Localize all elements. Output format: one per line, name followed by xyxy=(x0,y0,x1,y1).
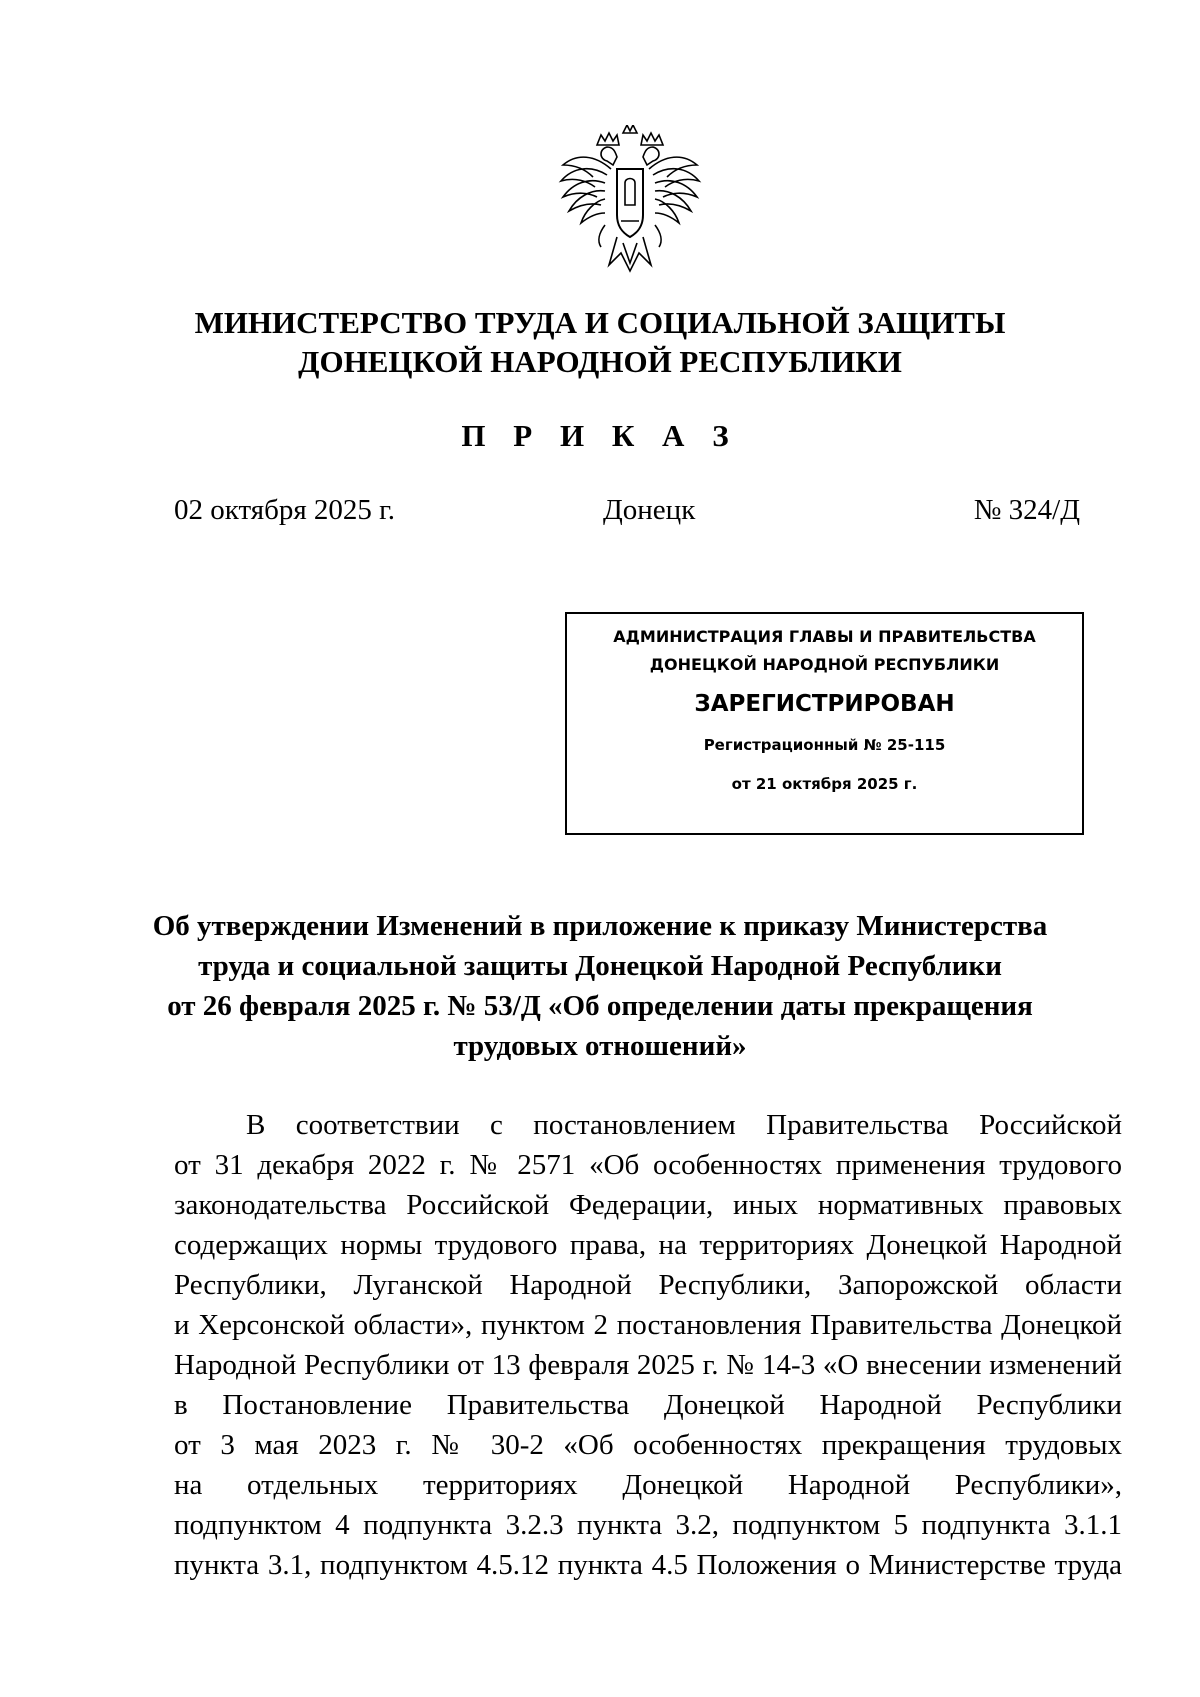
stamp-organization xyxy=(567,623,1082,679)
stamp-org-line1: АДМИНИСТРАЦИЯ ГЛАВЫ И ПРАВИТЕЛЬСТВА xyxy=(613,627,1036,646)
body-text-line: и Херсонской области», пунктом 2 постановления Правительства Донецкой xyxy=(174,1309,1122,1341)
stamp-registration-date: от 21 октября 2025 г. xyxy=(731,775,918,793)
body-text-line: в Постановление Правительства Донецкой Народной Республики xyxy=(174,1389,1122,1421)
stamp-org-line2: ДОНЕЦКОЙ НАРОДНОЙ РЕСПУБЛИКИ xyxy=(649,655,1000,674)
title-line: Об утверждении Изменений в приложение к приказу Министерства xyxy=(152,910,1048,942)
order-heading: П Р И К А З xyxy=(461,418,739,453)
body-text-line: пункта 3.1, подпунктом 4.5.12 пункта 4.5 Положения о Министерстве труда xyxy=(174,1549,1122,1581)
ministry-name-line1: МИНИСТЕРСТВО ТРУДА И СОЦИАЛЬНОЙ ЗАЩИТЫ xyxy=(194,305,1006,340)
body-text-line: от 31 декабря 2022 г. № 2571 «Об особенностях применения трудового xyxy=(174,1149,1122,1181)
order-city: Донецк xyxy=(603,494,696,526)
body-text-line: подпунктом 4 подпункта 3.2.3 пункта 3.2, подпунктом 5 подпункта 3.1.1 xyxy=(174,1509,1122,1541)
body-text-line: содержащих нормы трудового права, на территориях Донецкой Народной xyxy=(174,1229,1122,1261)
body-text-line: В соответствии с постановлением Правительства Российской xyxy=(246,1109,1122,1141)
title-line: от 26 февраля 2025 г. № 53/Д «Об определении даты прекращения xyxy=(167,990,1033,1022)
body-text-line: Народной Республики от 13 февраля 2025 г. № 14-3 «О внесении изменений xyxy=(174,1349,1122,1381)
body-text-line: Республики, Луганской Народной Республики, Запорожской области xyxy=(174,1269,1122,1301)
body-text-line: на отдельных территориях Донецкой Народной Республики», xyxy=(174,1469,1122,1501)
coat-of-arms-emblem xyxy=(555,125,705,275)
order-date: 02 октября 2025 г. xyxy=(174,494,396,526)
title-line: труда и социальной защиты Донецкой Народной Республики xyxy=(198,950,1002,982)
title-line: трудовых отношений» xyxy=(453,1030,747,1062)
document-title xyxy=(150,906,1050,1066)
ministry-name-line2: ДОНЕЦКОЙ НАРОДНОЙ РЕСПУБЛИКИ xyxy=(298,344,902,379)
order-number: № 324/Д xyxy=(973,494,1080,526)
body-text-line: от 3 мая 2023 г. № 30-2 «Об особенностях прекращения трудовых xyxy=(174,1429,1122,1461)
stamp-registration-number: Регистрационный № 25-115 xyxy=(703,736,946,754)
stamp-status: ЗАРЕГИСТРИРОВАН xyxy=(694,691,955,717)
registration-stamp xyxy=(565,612,1084,835)
body-text-line: законодательства Российской Федерации, иных нормативных правовых xyxy=(174,1189,1122,1221)
